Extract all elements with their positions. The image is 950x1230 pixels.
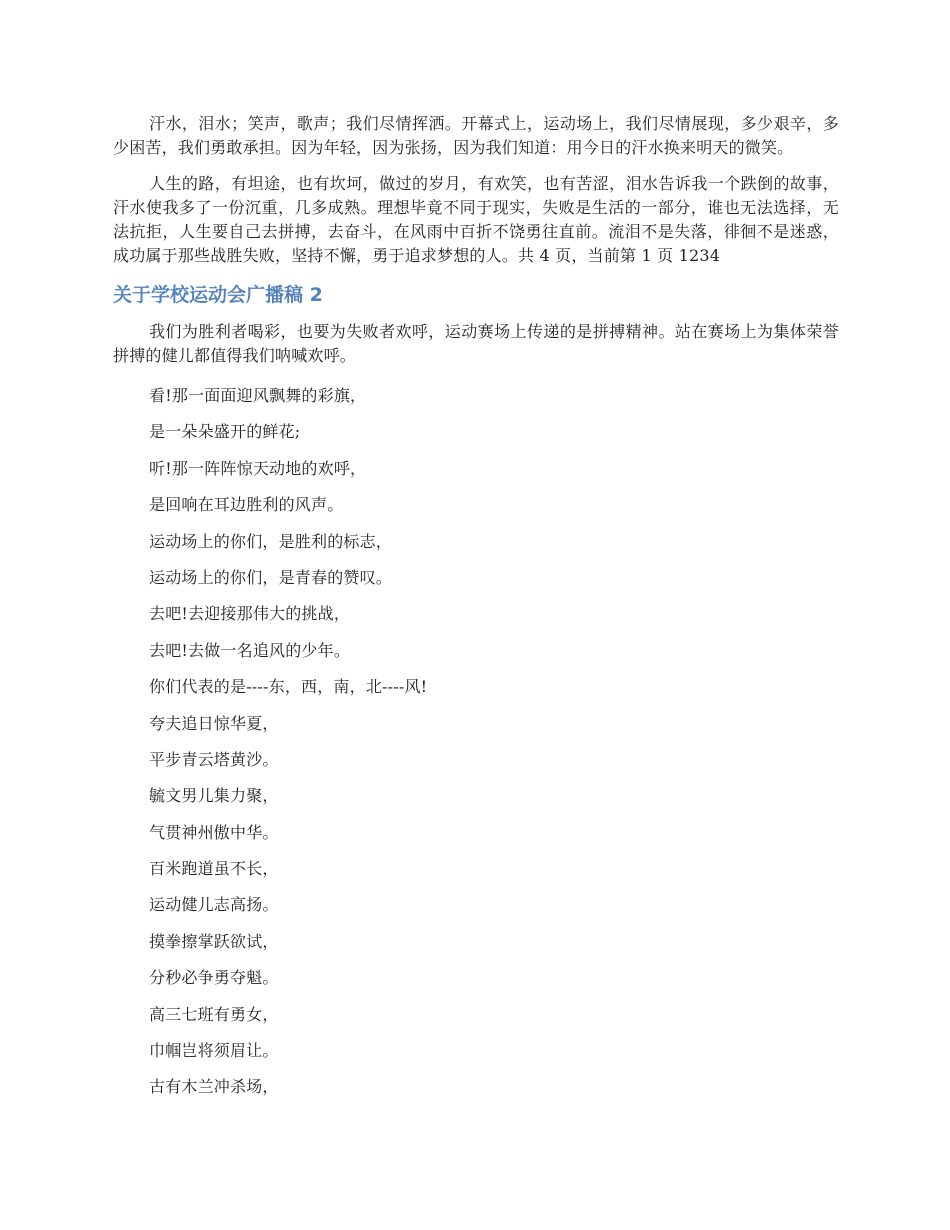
section-heading: 关于学校运动会广播稿 2: [113, 284, 323, 306]
verse-line: 高三七班有勇女，: [149, 1004, 279, 1024]
verse-line: 毓文男儿集力聚，: [149, 786, 279, 806]
verse-line: 摸拳擦掌跃欲试，: [149, 931, 279, 951]
verse-line: 听!那一阵阵惊天动地的欢呼，: [149, 458, 367, 478]
verse-line: 运动场上的你们，是青春的赞叹。: [149, 567, 393, 587]
verse-line: 看!那一面面迎风飘舞的彩旗，: [149, 386, 367, 405]
verse-list: [113, 384, 839, 1112]
verse-line: 巾帼岂将须眉让。: [149, 1041, 279, 1061]
verse-line: 分秒必争勇夺魁。: [149, 968, 279, 988]
paragraph-intro: 我们为胜利者喝彩，也要为失败者欢呼，运动赛场上传递的是拼搏精神。站在赛场上为集体荣誉拼搏的健儿都值得我们呐喊欢呼。: [113, 322, 839, 365]
verse-line: 是一朵朵盛开的鲜花;: [149, 422, 301, 442]
verse-line: 夸夫追日惊华夏，: [149, 713, 279, 733]
verse-line: 平步青云塔黄沙。: [149, 749, 279, 769]
verse-line: 运动场上的你们，是胜利的标志，: [149, 531, 393, 551]
verse-line: 去吧!去做一名追风的少年。: [149, 640, 351, 660]
verse-line: 运动健儿志高扬。: [149, 895, 279, 915]
verse-line: 你们代表的是----东，西，南，北----风!: [149, 677, 428, 697]
paragraph-sweat-tears: 汗水，泪水；笑声，歌声；我们尽情挥洒。开幕式上，运动场上，我们尽情展现，多少艰辛，多少困苦，我们勇敢承担。因为年轻，因为张扬，因为我们知道：用今日的汗水换来明天的微笑。: [113, 114, 839, 157]
verse-line: 百米跑道虽不长，: [149, 859, 279, 879]
verse-line: 古有木兰冲杀场，: [149, 1077, 279, 1097]
verse-line: 气贯神州傲中华。: [149, 822, 279, 842]
document-page: [113, 112, 839, 1112]
verse-line: 去吧!去迎接那伟大的挑战，: [149, 604, 351, 624]
verse-line: 是回响在耳边胜利的风声。: [149, 495, 344, 515]
paragraph-life-road: 人生的路，有坦途，也有坎坷，做过的岁月，有欢笑，也有苦涩，泪水告诉我一个跌倒的故事，汗水使我多了一份沉重，几多成熟。理想毕竟不同于现实，失败是生活的一部分，谁也无法选择，无法抗拒，人生要自己去拼搏，去奋斗，在风雨中百折不饶勇往直前。流泪不是失落，徘徊不是迷惑，成功属于那些战胜失败，坚持不懈，勇于追求梦想的人。共 4 页，当前第 1 页 1234: [113, 174, 839, 265]
